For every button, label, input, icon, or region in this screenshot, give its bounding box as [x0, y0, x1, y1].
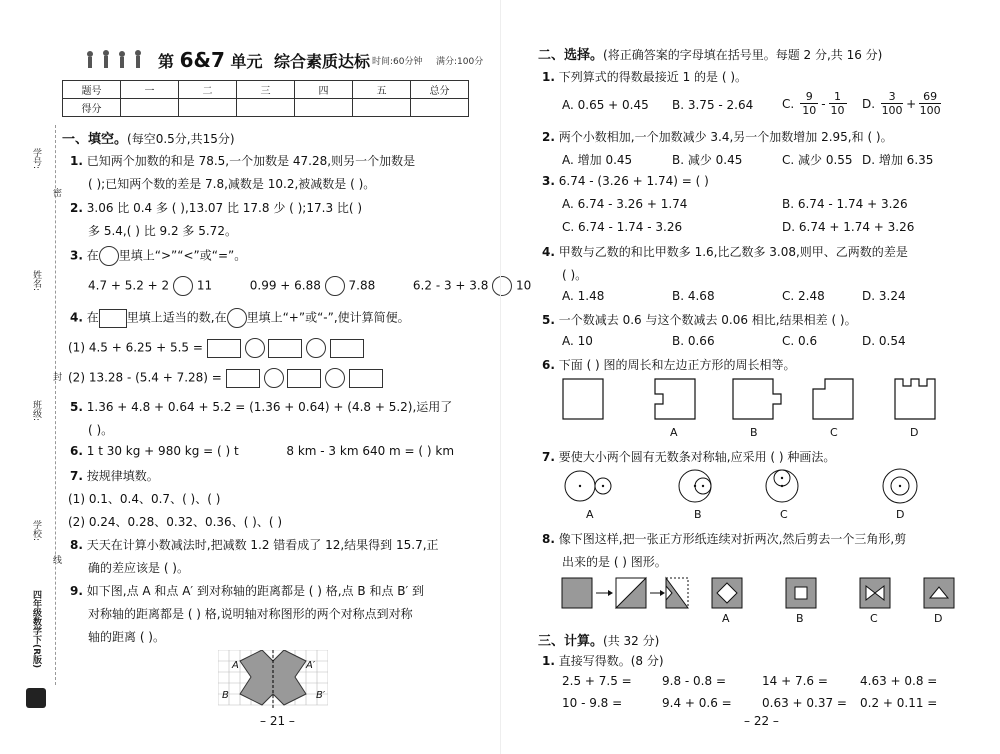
choice-question-7 — [542, 448, 835, 465]
title-text: 综合素质达标 — [274, 52, 371, 71]
choice-question-8 — [542, 530, 906, 547]
option-letter: C. — [782, 96, 795, 111]
operator-circle-input[interactable] — [325, 368, 345, 388]
number-box-input[interactable] — [207, 339, 241, 358]
figure-label[interactable]: B — [796, 612, 804, 625]
figure-label[interactable]: C — [830, 426, 838, 439]
figure-label[interactable]: B — [750, 426, 758, 439]
book-logo — [26, 688, 46, 708]
figure-label[interactable]: B — [694, 508, 702, 521]
sidebar-book-title: 四年级数学下(R版) — [31, 590, 41, 669]
choice-question-8-line-2[interactable]: 出来的是 ( ) 图形。 — [562, 555, 667, 569]
numerator: 9 — [805, 90, 813, 103]
question-number: 8. — [542, 532, 555, 546]
denominator: 100 — [881, 104, 903, 117]
question-number: 5. — [542, 313, 555, 327]
calc-item[interactable]: 9.4 + 0.6 = — [662, 696, 732, 710]
choice-question-2 — [542, 128, 893, 145]
point-label-a-prime: A′ — [306, 660, 316, 671]
circle-icon — [227, 308, 247, 328]
symmetry-grid-figure — [218, 650, 328, 708]
question-text: 在 — [86, 310, 99, 325]
option-letter: D. — [862, 96, 876, 111]
option-a[interactable]: A. 6.74 - 3.26 + 1.74 — [562, 197, 688, 211]
option-a[interactable]: A. 增加 0.45 — [562, 153, 633, 167]
shape-d — [895, 379, 935, 419]
section-1-title: 一、填空。 — [62, 132, 128, 147]
header-logo-icon — [82, 46, 148, 74]
choice-question-1 — [542, 68, 747, 85]
number-box-input[interactable] — [226, 369, 260, 388]
question-2-line-2[interactable]: 多 5.4,( ) 比 9.2 多 5.72。 — [88, 224, 237, 238]
calc-question-1 — [542, 652, 664, 669]
section-1-heading — [62, 128, 235, 147]
question-number: 1. — [70, 154, 83, 168]
question-text[interactable]: 要使大小两个圆有无数条对称轴,应采用 ( ) 种画法。 — [558, 450, 836, 464]
point-label-b-prime: B′ — [316, 690, 326, 701]
score-table-score-row — [63, 99, 469, 117]
question-4-part-1 — [68, 338, 364, 358]
question-text: 直接写得数。(8 分) — [558, 654, 664, 668]
question-9 — [70, 582, 424, 599]
fraction — [800, 90, 818, 117]
point-label-b: B — [222, 690, 229, 701]
question-7 — [70, 467, 159, 484]
option-c[interactable]: C. 2.48 — [782, 289, 825, 303]
option-b[interactable]: B. 4.68 — [672, 289, 715, 303]
option-a[interactable]: A. 0.65 + 0.45 — [562, 98, 649, 112]
question-6 — [70, 444, 454, 458]
option-c[interactable]: C. 0.6 — [782, 334, 818, 348]
question-3-expressions — [88, 276, 531, 296]
sidebar-feng: 封 — [51, 372, 61, 381]
question-number: 1. — [542, 654, 555, 668]
compare-circle-input[interactable] — [325, 276, 345, 296]
number-box-input[interactable] — [287, 369, 321, 388]
figure-label[interactable]: A — [670, 426, 678, 439]
question-3 — [70, 246, 246, 266]
score-table-header-row — [63, 81, 469, 99]
circles-figure — [560, 468, 940, 508]
figure-label[interactable]: D — [934, 612, 943, 625]
expression-right: 10 — [516, 278, 532, 293]
score-cell: 五 — [353, 81, 411, 99]
question-1-line-2[interactable]: ( );已知两个数的差是 7.8,减数是 10.2,被减数是 ( )。 — [88, 177, 376, 191]
denominator: 100 — [919, 104, 941, 117]
option-b[interactable]: B. 3.75 - 2.64 — [672, 98, 754, 112]
question-9-line-3[interactable]: 轴的距离 ( )。 — [88, 630, 165, 644]
choice-question-4-line-2[interactable]: ( )。 — [562, 268, 588, 282]
score-cell: 二 — [179, 81, 237, 99]
question-2 — [70, 199, 362, 216]
calc-item[interactable]: 0.2 + 0.11 = — [860, 696, 938, 710]
question-number: 2. — [542, 130, 555, 144]
compare-circle-input[interactable] — [492, 276, 512, 296]
score-cell: 三 — [237, 81, 295, 99]
score-input-cell[interactable] — [411, 99, 469, 117]
denominator: 10 — [802, 104, 817, 117]
expression-right: 11 — [196, 278, 213, 293]
question-text[interactable]: 如下图,点 A 和点 A′ 到对称轴的距离都是 ( ) 格,点 B 和点 B′ 到 — [86, 584, 425, 598]
calc-item[interactable]: 10 - 9.8 = — [562, 696, 623, 710]
calc-item[interactable]: 0.63 + 0.37 = — [762, 696, 847, 710]
reference-square — [563, 379, 603, 419]
section-2-note: (将正确答案的字母填在括号里。每题 2 分,共 16 分) — [603, 48, 883, 62]
question-text: 已知两个加数的和是 78.5,一个加数是 47.28,则另一个加数是 — [86, 154, 416, 168]
section-1-note: (每空0.5分,共15分) — [127, 132, 235, 146]
exam-total-score: 满分:100分 — [436, 57, 484, 67]
exam-time: 时间:60分钟 — [372, 57, 423, 67]
option-b[interactable]: B. 6.74 - 1.74 + 3.26 — [782, 197, 908, 211]
question-text[interactable]: 一个数减去 0.6 与这个数减去 0.06 相比,结果相差 ( )。 — [558, 313, 857, 327]
number-box-input[interactable] — [330, 339, 364, 358]
question-number: 2. — [70, 201, 83, 215]
question-text[interactable]: 下列算式的得数最接近 1 的是 ( )。 — [558, 70, 748, 84]
section-3-title: 三、计算。 — [538, 634, 604, 649]
option-b[interactable]: B. 减少 0.45 — [672, 153, 743, 167]
question-4-part-2 — [68, 368, 383, 388]
question-4 — [70, 308, 410, 328]
score-table — [62, 80, 469, 117]
figure-label[interactable]: D — [910, 426, 919, 439]
expression: 4.7 + 5.2 + 2 — [88, 278, 170, 293]
question-text[interactable]: 1 t 30 kg + 980 kg = ( ) t — [86, 444, 239, 458]
sidebar-mi: 密 — [51, 188, 61, 197]
question-5 — [70, 398, 452, 415]
choice-question-5 — [542, 311, 857, 328]
page-title — [158, 48, 370, 72]
title-prefix: 第 — [158, 52, 175, 71]
question-text: 1.36 + 4.8 + 0.64 + 5.2 = (1.36 + 0.64) + (4.8 + 5.2),运用了 — [86, 400, 453, 414]
title-unit-number: 6&7 — [179, 48, 225, 72]
option-d[interactable]: D. 增加 6.35 — [862, 153, 934, 167]
circle-icon — [99, 246, 119, 266]
fold-step-square — [562, 578, 592, 608]
figure-label[interactable]: C — [870, 612, 878, 625]
choice-question-6 — [542, 356, 796, 373]
score-cell: 题号 — [63, 81, 121, 99]
numerator: 3 — [888, 90, 896, 103]
question-text[interactable]: 8 km - 3 km 640 m = ( ) km — [286, 444, 455, 458]
question-text: 像下图这样,把一张正方形纸连续对折两次,然后剪去一个三角形,剪 — [558, 532, 907, 546]
calc-item[interactable]: 4.63 + 0.8 = — [860, 674, 938, 688]
option-d[interactable] — [862, 90, 941, 117]
figure-label[interactable]: D — [896, 508, 905, 521]
figure-label[interactable]: C — [780, 508, 788, 521]
option-c[interactable]: C. 6.74 - 1.74 - 3.26 — [562, 220, 683, 234]
option-b[interactable]: B. 0.66 — [672, 334, 715, 348]
question-7-part-1[interactable]: (1) 0.1、0.4、0.7、( )、( ) — [68, 492, 221, 506]
question-text: 按规律填数。 — [86, 469, 159, 483]
section-2-title: 二、选择。 — [538, 48, 604, 63]
question-text[interactable]: 3.06 比 0.4 多 ( ),13.07 比 17.8 少 ( );17.3 比( ) — [86, 201, 363, 215]
question-number: 1. — [542, 70, 555, 84]
score-input-cell[interactable] — [237, 99, 295, 117]
point-label-a: A — [232, 660, 239, 671]
score-cell: 总分 — [411, 81, 469, 99]
expression: 0.99 + 6.88 — [249, 278, 321, 293]
score-input-cell[interactable] — [121, 99, 179, 117]
numerator: 69 — [923, 90, 938, 103]
question-text[interactable]: 两个小数相加,一个加数减少 3.4,另一个加数增加 2.95,和 ( )。 — [558, 130, 893, 144]
sidebar-xingming: 姓名: — [31, 270, 41, 292]
question-text: 天天在计算小数减法时,把减数 1.2 错看成了 12,结果得到 15.7,正 — [86, 538, 439, 552]
question-7-part-2[interactable]: (2) 0.24、0.28、0.32、0.36、( )、( ) — [68, 515, 283, 529]
sidebar-xuexiao: 学校: — [31, 520, 41, 542]
perimeter-shapes-figure — [560, 376, 960, 426]
number-box-input[interactable] — [268, 339, 302, 358]
question-text: 在 — [86, 248, 99, 263]
fraction — [829, 90, 847, 117]
question-text[interactable]: 6.74 - (3.26 + 1.74) = ( ) — [558, 174, 709, 188]
expression: (2) 13.28 - (5.4 + 7.28) = — [68, 370, 222, 385]
operator: - — [821, 96, 826, 111]
binding-line — [55, 125, 56, 685]
question-text: 里填上“>”“<”或“=”。 — [118, 248, 247, 263]
question-8 — [70, 536, 439, 553]
operator-circle-input[interactable] — [306, 338, 326, 358]
page-number: – 21 – — [260, 714, 295, 728]
title-unit: 单元 — [230, 52, 263, 71]
fraction — [881, 90, 903, 117]
operator-circle-input[interactable] — [264, 368, 284, 388]
score-input-cell[interactable] — [353, 99, 411, 117]
square-icon — [99, 309, 127, 328]
expression: 6.2 - 3 + 3.8 — [412, 278, 489, 293]
shape-a — [655, 379, 695, 419]
calc-item[interactable]: 2.5 + 7.5 = — [562, 674, 632, 688]
option-d[interactable]: D. 0.54 — [862, 334, 906, 348]
page-number: – 22 – — [744, 714, 779, 728]
question-number: 6. — [70, 444, 83, 458]
fraction — [919, 90, 941, 117]
question-number: 5. — [70, 400, 83, 414]
paper-folding-figure — [560, 574, 960, 616]
calc-item[interactable]: 9.8 - 0.8 = — [662, 674, 726, 688]
shape-b — [733, 379, 781, 419]
choice-question-4 — [542, 243, 908, 260]
option-d[interactable]: D. 6.74 + 1.74 + 3.26 — [782, 220, 915, 234]
figure-label[interactable]: A — [586, 508, 594, 521]
option-c[interactable]: C. 减少 0.55 — [782, 153, 853, 167]
section-3-heading — [538, 630, 659, 649]
operator-circle-input[interactable] — [245, 338, 265, 358]
question-number: 3. — [542, 174, 555, 188]
figure-label[interactable]: A — [722, 612, 730, 625]
question-number: 7. — [542, 450, 555, 464]
question-text[interactable]: 下面 ( ) 图的周长和左边正方形的周长相等。 — [558, 358, 796, 372]
score-input-cell[interactable] — [295, 99, 353, 117]
option-c[interactable] — [782, 90, 847, 117]
question-5-line-2[interactable]: ( )。 — [88, 423, 114, 437]
number-box-input[interactable] — [349, 369, 383, 388]
sidebar-xuehao: 学号: — [31, 148, 41, 170]
section-3-note: (共 32 分) — [603, 634, 660, 648]
option-d[interactable]: D. 3.24 — [862, 289, 906, 303]
question-text: 甲数与乙数的和比甲数多 1.6,比乙数多 3.08,则甲、乙两数的差是 — [558, 245, 908, 259]
numerator: 1 — [834, 90, 842, 103]
denominator: 10 — [830, 104, 845, 117]
option-a[interactable]: A. 1.48 — [562, 289, 605, 303]
shape-c — [813, 379, 853, 419]
score-cell: 得分 — [63, 99, 121, 117]
calc-item[interactable]: 14 + 7.6 = — [762, 674, 828, 688]
choice-question-3 — [542, 174, 709, 188]
compare-circle-input[interactable] — [173, 276, 193, 296]
question-1 — [70, 152, 415, 169]
score-cell: 一 — [121, 81, 179, 99]
question-number: 7. — [70, 469, 83, 483]
operator: + — [906, 96, 917, 111]
question-8-line-2[interactable]: 确的差应该是 ( )。 — [88, 561, 189, 575]
section-2-heading — [538, 44, 882, 63]
question-text: 里填上“+”或“-”,使计算简便。 — [246, 310, 410, 325]
question-number: 3. — [70, 248, 83, 263]
option-a[interactable]: A. 10 — [562, 334, 593, 348]
question-9-line-2[interactable]: 对称轴的距离都是 ( ) 格,说明轴对称图形的两个对称点到对称 — [88, 607, 413, 621]
score-input-cell[interactable] — [179, 99, 237, 117]
expression-right: 7.88 — [348, 278, 376, 293]
sidebar-xian: 线 — [51, 555, 61, 564]
expression: (1) 4.5 + 6.25 + 5.5 = — [68, 340, 203, 355]
sidebar-banji: 班级: — [31, 400, 41, 422]
page-fold — [500, 0, 501, 754]
question-number: 8. — [70, 538, 83, 552]
question-number: 9. — [70, 584, 83, 598]
question-text: 里填上适当的数,在 — [126, 310, 227, 325]
score-cell: 四 — [295, 81, 353, 99]
question-number: 6. — [542, 358, 555, 372]
question-number: 4. — [542, 245, 555, 259]
question-number: 4. — [70, 310, 83, 325]
